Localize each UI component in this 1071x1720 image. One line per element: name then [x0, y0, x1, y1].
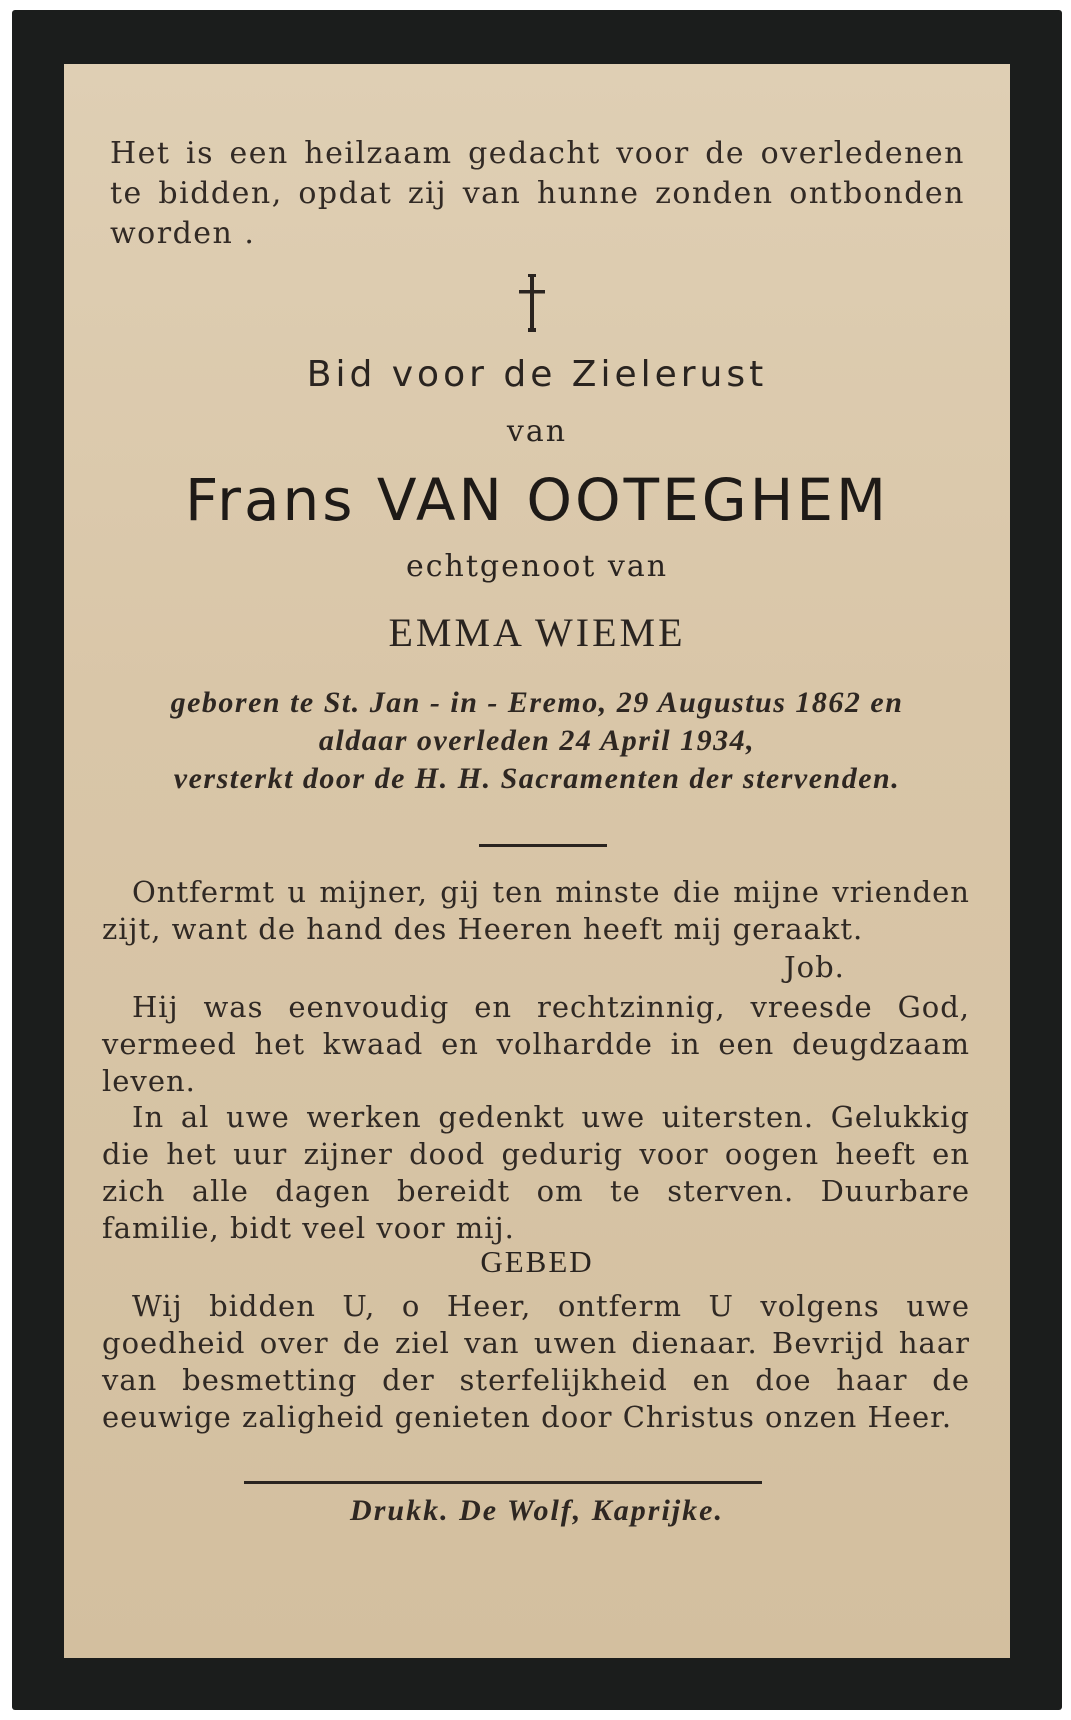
cross-icon [512, 274, 552, 334]
prayer-heading: Bid voor de Zielerust [306, 354, 768, 395]
birth-line: geboren te St. Jan - in - Eremo, 29 Augustus 1862 en [170, 686, 904, 719]
life-dates [94, 684, 980, 798]
deceased-name: Frans VAN OOTEGHEM [184, 466, 890, 534]
divider-rule [479, 844, 607, 847]
spouse-name: EMMA WIEME [388, 610, 686, 655]
intro-text: Het is een heilzaam gedacht voor de overledenen te bidden, opdat zij van hunne zonden ontbonden worden . [110, 136, 965, 251]
job-source: Job. [784, 950, 845, 984]
printer-imprint: Drukk. De Wolf, Kaprijke. [350, 1494, 724, 1527]
job-quote: Ontfermt u mijner, gij ten minste die mijne vrienden zijt, want de hand des Heeren heeft mij geraakt. [102, 875, 970, 946]
prayer-title: GEBED [480, 1244, 594, 1279]
van-text: van [506, 414, 568, 449]
prayer-text: Wij bidden U, o Heer, ontferm U volgens uwe goedheid over de ziel van uwen dienaar. Bevrijd haar van besmetting der sterfelijkheid en doe haar de eeuwige zaligheid genieten door Christus onzen Heer. [102, 1289, 970, 1434]
card-paper [64, 64, 1010, 1658]
death-line: aldaar overleden 24 April 1934, [318, 724, 756, 757]
memorial-card [12, 10, 1062, 1710]
virtue-paragraph: Hij was eenvoudig en rechtzinnig, vreesde God, vermeed het kwaad en volhardde in een deugdzaam leven. [102, 990, 970, 1098]
footer-rule [244, 1481, 762, 1484]
remembrance-paragraph: In al uwe werken gedenkt uwe uitersten. Gelukkig die het uur zijner dood gedurig voor oogen heeft en zich alle dagen bereidt om te sterven. Duurbare familie, bidt veel voor mij. [102, 1100, 970, 1245]
sacraments-line: versterkt door de H. H. Sacramenten der stervenden. [173, 762, 901, 795]
relation-text: echtgenoot van [405, 549, 669, 584]
